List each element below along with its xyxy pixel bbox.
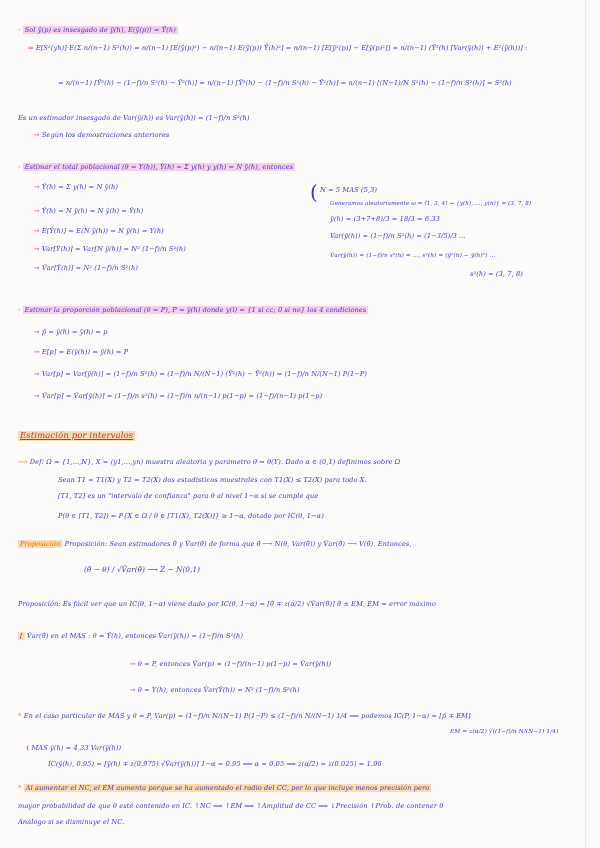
line-standardized-formula [84,565,200,574]
bullet-mark: * [18,784,22,792]
line-conclusion-2 [18,802,443,811]
line-text: Var(ȳ(h)) = (1−f)/n S²(h) = (1−3/5)/3 ... [330,232,466,240]
line-text: Var[Ŷ(h)] = Var[N ȳ(h)] = N² (1−f)/n S²(h) [41,245,186,253]
line-example-interval [48,760,382,769]
line-text: Análogo si se disminuye el NC. [18,818,125,826]
page-margin-line [585,0,586,848]
line-text: Estimación por intervalos [20,431,134,441]
line-proportion-variance-estimate [34,392,322,401]
line-text: E[p] = E(ȳ(h)) = ȳ(h) = P [41,348,129,356]
line-text: Ŷ(h) = N ȳ(h) = N ŷ(h) = Ŷ(h) [41,207,144,215]
line-text: En el caso particular de MAS y θ = P, Var(p) = (1−f)/n N/(N−1) P(1−P) ≤ (1−f)/n N/(N−1) 1/4 ⟹ podemos IC(P, 1−α) = [p̂ ∓ EM] [23,712,471,720]
line-text: MAS ȳ(h) = 4.33 Var(ȳ(h)) [31,744,122,752]
line-total-expectation [34,227,164,236]
line-unbiased-claim [18,26,178,35]
line-text: P(θ ∈ [T1, T2]) = P{X ∈ Ω / θ ∈ [T1(X), T2(X)]} ≥ 1−α, dotado por IC(θ, 1−α) [58,512,324,520]
line-text: V̂ar(ȳ(h)) = (1−f)/n s²(h) = ..., s²(h) = (ȳ²(h) − ȳ(h)²) ... [330,253,496,259]
bullet-mark: → [130,686,136,694]
bullet-mark: ⇒ [28,44,34,52]
line-expectation-expansion [28,44,527,53]
bullet-mark: → [34,131,40,139]
line-mas-variance-total [130,686,300,695]
line-definition-statistics [58,476,367,485]
bullet-mark: ⟶ [18,458,28,466]
bullet-mark: · [18,306,21,314]
line-text: Proposición: Es fácil ver que un IC(θ, 1−α) viene dado por IC(θ, 1−α) = [θ̂ ∓ z(α/2) √V̂ar(θ̂)] θ̂ ± EM, EM = error máximo [18,600,436,608]
line-text: Ŷ(h) = Σ y(h) = N ȳ(h) [41,183,119,191]
line-text: θ = P, entonces V̂ar(p) = (1−f)/(n−1) p(1−p) = V̂ar(ȳ(h)) [137,660,332,668]
bullet-mark: → [34,245,40,253]
line-previous-proofs [34,131,169,140]
proposition-label: Proposición [20,540,61,548]
line-total-equality [34,207,143,216]
bullet-mark: → [34,370,40,378]
line-text: Var[p] = Var[ȳ(h)] = (1−f)/n S²(h) = (1−f)/n N/(N−1) (Ȳ²(h) − Ȳ²(h)) = (1−f)/n N/(N−1) P(1−P) [41,370,368,378]
line-text: Sol ŷ(p) es insesgado de ȳ(h), E(ŷ(p)) = Ȳ(h) [24,26,176,34]
bullet-mark: → [34,392,40,400]
bullet-mark: → [34,348,40,356]
line-text: mayor probabilidad de que θ esté contenido en IC. ↑NC ⟹ ↑EM ⟹ ↑Amplitud de CC ⟹ ↓Precisión ↑Prob. de contener θ [18,802,444,810]
example-line [330,200,531,209]
line-text: N = 5 MAS (5,3) [320,186,378,194]
line-text: E[Ŷ(h)] = E(N ȳ(h)) = N ȳ(h) = Y(h) [41,227,164,235]
bullet-mark: → [34,227,40,235]
line-text: = n/(n−1) [Ȳ²(h) − (1−f)/n S²(h) − Ȳ²(h)] = n/(n−1) [Ȳ²(h) − (1−f)/n S²(h) − Ȳ²(h)] = n/(n−1) [(N−1)/N S²(h) − (1−f)/n S²(h)] = S²(h) [58,79,512,87]
line-total-variance [34,245,186,254]
line-text: θ = Y(h), entonces V̂ar(Ŷ(h)) = N² (1−f)/n S²(h) [137,686,300,694]
line-proposition-2 [18,600,436,609]
line-text: V̂ar[p] = V̂ar[ȳ(h)] = (1−f)/n s²(h) = (1−f)/n n/(n−1) p(1−p) = (1−f)/(n−1) p(1−p) [41,392,323,400]
bullet-mark: → [34,264,40,272]
line-text: V̂ar[Ŷ(h)] = N² (1−f)/n S²(h) [41,264,139,272]
bullet-mark: · [18,163,21,171]
line-definition [18,458,400,467]
line-definition-probability [58,512,324,521]
bullet-mark: → [34,207,40,215]
bullet-mark: → [34,328,40,336]
bullet-mark: → [34,183,40,191]
line-variance-estimator [18,114,250,123]
line-total-estimator [34,183,118,192]
line-text: Según los demostraciones anteriores [41,131,170,139]
line-text: EM = z(α/2) √((1−f)/n N/(N−1) 1/4) [450,729,559,735]
line-example-mas [26,744,121,753]
line-text: p̂ = ŷ(h) = ȳ(h) = p [41,328,108,336]
line-proportion-expectation [34,348,128,357]
line-text: V̂ar(θ̂) en el MAS : θ = Ȳ(h), entonces V̂ar(ȳ(h)) = (1−f)/n S²(h) [26,632,243,640]
section-title-interval-estimation [18,432,135,441]
line-text: [T1, T2] es un "intervalo de confianza" para θ al nivel 1−α si se cumple que [58,492,319,500]
bullet-mark: * [18,712,22,720]
example-line [320,186,377,195]
line-text: E[S²(yh)]·E(Σ n/(n−1) S²(h)) = n/(n−1) [E(ŷ(p)²) − n/(n−1) E(ȳ(p)) Ȳ(h)²] = n/(n−1) [E[ȳ²(p)] − E[ȳ(p)²]] = n/(n−1) (Ȳ²(h) [Var(ȳ(h)) + E²(ȳ(h))] : [35,44,528,52]
line-text: Sean T1 = T1(X) y T2 = T2(X) dos estadísticos muestrales con T1(X) ≤ T2(X) para todo X. [58,476,367,484]
line-text: Estimar la proporción poblacional (θ = P), P = ȳ(h) donde y(i) = {1 si cc; 0 si no} los 4 condiciones [24,306,367,314]
example-line [330,215,440,224]
line-text: Proposición: Sean estimadores θ̂ y V̂ar(θ̂) de forma que θ̂ ⟶ N(θ, Var(θ̂)) y V̂ar(θ̂) ⟶ V(θ̂). Entonces, [64,540,412,548]
line-conclusion-3 [18,818,124,827]
line-text: (θ̂ − θ) / √V̂ar(θ̂) ⟶ Z ~ N(0,1) [84,565,201,574]
bullet-mark: → [130,660,136,668]
example-line [470,270,523,279]
line-proportion-header [18,306,368,315]
bullet-mark: ( [26,744,30,752]
bullet-mark: · [18,26,21,34]
line-total-header [18,163,295,172]
line-text: Al aumentar el NC, el EM aumenta porque se ha aumentado el radio del CC, por lo que incluye menos precisión pero [25,784,430,792]
line-text: Generamos aleatoriamente ω = (1, 3, 4) → {y(h), ..., y(n)} = (3, 7, 8) [330,201,532,207]
line-mas-variance-proportion [130,660,331,669]
line-proportion-estimator [34,328,108,337]
line-particular-case [18,712,471,721]
mas-label: [ [20,632,23,640]
line-text: Def: Ω = {1,...,N}, X = (y1,...,yn) muestra aleatoria y parámetro θ = θ(Y). Dado α ∈ (0,1) definimos sobre Ω [29,458,401,466]
line-text: IC(ȳ(h), 0.95) = [ȳ(h) ∓ z(0.975) √V̂ar(ȳ(h))] 1−α = 0.95 ⟹ α = 0.05 ⟹ z(α/2) = z(0.025) = 1.96 [48,760,382,768]
line-mas-variance-mean [18,632,243,641]
line-proposition-1 [18,540,412,549]
line-text: Es un estimador insesgado de Var(ȳ(h)) es Var(ȳ(h)) = (1−f)/n S²(h) [18,114,250,122]
line-total-variance-estimate [34,264,138,273]
line-text: Estimar el total poblacional (θ = Y(h)), Ŷ(h) = Σ y(h) y y(h) = N ȳ(h), entonces [24,163,294,171]
example-line [330,252,495,261]
line-text: ȳ(h) = (3+7+8)/3 = 18/3 = 6.33 [330,215,440,223]
example-line [330,232,466,241]
line-text: s²(h) = (3, 7, 8) [470,270,523,278]
line-proportion-variance [34,370,367,379]
line-expectation-result [58,79,512,88]
example-bracket-icon: ( [310,180,318,204]
line-definition-interval [58,492,318,501]
line-conclusion-1 [18,784,431,793]
line-max-error [450,728,558,737]
